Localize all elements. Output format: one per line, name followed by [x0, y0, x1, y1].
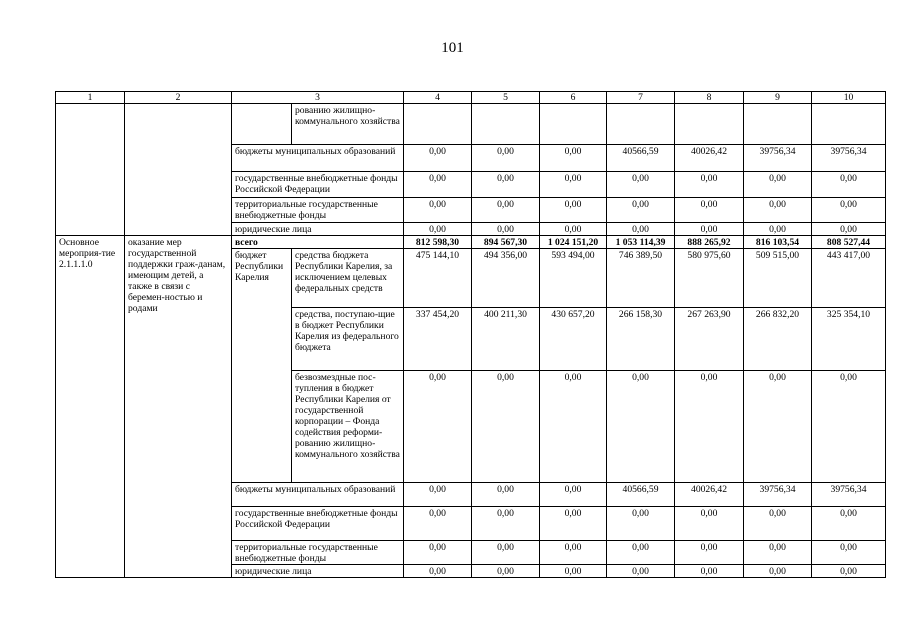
value-cell: 0,00 — [812, 172, 886, 198]
row-label: юридические лица — [232, 565, 404, 578]
value-cell: 266 832,20 — [744, 308, 812, 371]
republic-budget-label: бюджет Республики Карелия — [232, 249, 292, 483]
value-cell: 0,00 — [404, 198, 472, 223]
value-cell: 0,00 — [540, 172, 607, 198]
row-label: рованию жилищно-коммунального хозяйства — [292, 104, 404, 145]
col-header: 9 — [744, 92, 812, 104]
value-cell: 0,00 — [404, 172, 472, 198]
value-cell: 0,00 — [472, 172, 540, 198]
value-cell: 475 144,10 — [404, 249, 472, 308]
value-cell: 0,00 — [472, 371, 540, 483]
empty-cell — [744, 104, 812, 145]
value-cell: 0,00 — [404, 483, 472, 507]
value-cell: 337 454,20 — [404, 308, 472, 371]
value-cell: 0,00 — [607, 541, 675, 565]
row-label: территориальные государственные внебюджетные фонды — [232, 198, 404, 223]
value-cell: 443 417,00 — [812, 249, 886, 308]
value-cell: 0,00 — [540, 223, 607, 236]
value-cell: 40026,42 — [675, 483, 744, 507]
value-cell: 0,00 — [472, 145, 540, 172]
total-value: 808 527,44 — [812, 236, 886, 249]
value-cell: 593 494,00 — [540, 249, 607, 308]
total-value: 888 265,92 — [675, 236, 744, 249]
value-cell: 0,00 — [404, 371, 472, 483]
value-cell: 0,00 — [675, 371, 744, 483]
value-cell: 0,00 — [540, 507, 607, 541]
value-cell: 0,00 — [744, 541, 812, 565]
header-row — [56, 92, 886, 104]
row-label: средства, поступаю-щие в бюджет Республики Карелия из федерального бюджета — [292, 308, 404, 371]
cont-col3-cell — [232, 104, 292, 145]
row-label: территориальные государственные внебюджетные фонды — [232, 541, 404, 565]
value-cell: 0,00 — [540, 541, 607, 565]
cont-col1-cell — [56, 104, 125, 236]
value-cell: 40026,42 — [675, 145, 744, 172]
value-cell: 0,00 — [812, 371, 886, 483]
value-cell: 580 975,60 — [675, 249, 744, 308]
empty-cell — [472, 104, 540, 145]
value-cell: 0,00 — [540, 145, 607, 172]
table-body — [56, 92, 886, 578]
value-cell: 0,00 — [540, 371, 607, 483]
col-header: 6 — [540, 92, 607, 104]
value-cell: 0,00 — [744, 223, 812, 236]
page-number: 101 — [441, 40, 464, 56]
value-cell: 0,00 — [675, 223, 744, 236]
value-cell: 0,00 — [472, 483, 540, 507]
value-cell: 0,00 — [472, 541, 540, 565]
value-cell: 325 354,10 — [812, 308, 886, 371]
value-cell: 39756,34 — [812, 145, 886, 172]
total-label: всего — [232, 236, 404, 249]
value-cell: 0,00 — [812, 223, 886, 236]
value-cell: 40566,59 — [607, 145, 675, 172]
value-cell: 0,00 — [404, 223, 472, 236]
row-label: государственные внебюджетные фонды Российской Федерации — [232, 507, 404, 541]
value-cell: 0,00 — [744, 198, 812, 223]
value-cell: 0,00 — [675, 565, 744, 578]
row-label: государственные внебюджетные фонды Российской Федерации — [232, 172, 404, 198]
total-value: 816 103,54 — [744, 236, 812, 249]
value-cell: 0,00 — [607, 198, 675, 223]
empty-cell — [675, 104, 744, 145]
empty-cell — [404, 104, 472, 145]
col-header: 1 — [56, 92, 125, 104]
value-cell: 0,00 — [404, 145, 472, 172]
col-header: 8 — [675, 92, 744, 104]
empty-cell — [812, 104, 886, 145]
value-cell: 0,00 — [540, 198, 607, 223]
value-cell: 0,00 — [607, 371, 675, 483]
row-label: безвозмездные пос-тупления в бюджет Республики Карелия от государственной корпорации – Фонда содействия реформи-рованию жилищно-коммунального хозяйства — [292, 371, 404, 483]
empty-cell — [540, 104, 607, 145]
budget-table — [55, 91, 886, 578]
value-cell: 0,00 — [607, 507, 675, 541]
value-cell: 0,00 — [744, 565, 812, 578]
value-cell: 0,00 — [744, 371, 812, 483]
value-cell: 0,00 — [675, 198, 744, 223]
total-value: 1 053 114,39 — [607, 236, 675, 249]
activity-type-cell: Основное мероприя-тие 2.1.1.1.0 — [56, 236, 125, 578]
value-cell: 0,00 — [607, 172, 675, 198]
col-header: 7 — [607, 92, 675, 104]
value-cell: 0,00 — [540, 483, 607, 507]
value-cell: 0,00 — [675, 507, 744, 541]
value-cell: 266 158,30 — [607, 308, 675, 371]
value-cell: 494 356,00 — [472, 249, 540, 308]
col-header: 2 — [125, 92, 232, 104]
value-cell: 0,00 — [744, 172, 812, 198]
value-cell: 267 263,90 — [675, 308, 744, 371]
value-cell: 0,00 — [472, 565, 540, 578]
value-cell: 0,00 — [812, 198, 886, 223]
value-cell: 0,00 — [607, 223, 675, 236]
value-cell: 0,00 — [472, 507, 540, 541]
row-label: бюджеты муниципальных образований — [232, 145, 404, 172]
value-cell: 0,00 — [744, 507, 812, 541]
total-value: 1 024 151,20 — [540, 236, 607, 249]
value-cell: 39756,34 — [744, 483, 812, 507]
value-cell: 0,00 — [404, 565, 472, 578]
total-value: 894 567,30 — [472, 236, 540, 249]
table-row — [56, 104, 886, 145]
col-header: 4 — [404, 92, 472, 104]
row-label: юридические лица — [232, 223, 404, 236]
value-cell: 509 515,00 — [744, 249, 812, 308]
cont-col2-cell — [125, 104, 232, 236]
table-row — [56, 236, 886, 249]
value-cell: 0,00 — [472, 223, 540, 236]
value-cell: 39756,34 — [812, 483, 886, 507]
empty-cell — [607, 104, 675, 145]
value-cell: 430 657,20 — [540, 308, 607, 371]
value-cell: 0,00 — [404, 507, 472, 541]
value-cell: 0,00 — [607, 565, 675, 578]
value-cell: 400 211,30 — [472, 308, 540, 371]
col-header: 3 — [232, 92, 404, 104]
value-cell: 0,00 — [812, 565, 886, 578]
row-label: бюджеты муниципальных образований — [232, 483, 404, 507]
value-cell: 0,00 — [675, 541, 744, 565]
value-cell: 0,00 — [540, 565, 607, 578]
value-cell: 746 389,50 — [607, 249, 675, 308]
activity-name-cell: оказание мер государственной поддержки граж-данам, имеющим детей, а также в связи с беремен-ностью и родами — [125, 236, 232, 578]
value-cell: 0,00 — [812, 541, 886, 565]
col-header: 5 — [472, 92, 540, 104]
value-cell: 0,00 — [675, 172, 744, 198]
row-label: средства бюджета Республики Карелия, за исключением целевых федеральных средств — [292, 249, 404, 308]
value-cell: 40566,59 — [607, 483, 675, 507]
value-cell: 0,00 — [812, 507, 886, 541]
total-value: 812 598,30 — [404, 236, 472, 249]
value-cell: 0,00 — [472, 198, 540, 223]
value-cell: 39756,34 — [744, 145, 812, 172]
value-cell: 0,00 — [404, 541, 472, 565]
col-header: 10 — [812, 92, 886, 104]
